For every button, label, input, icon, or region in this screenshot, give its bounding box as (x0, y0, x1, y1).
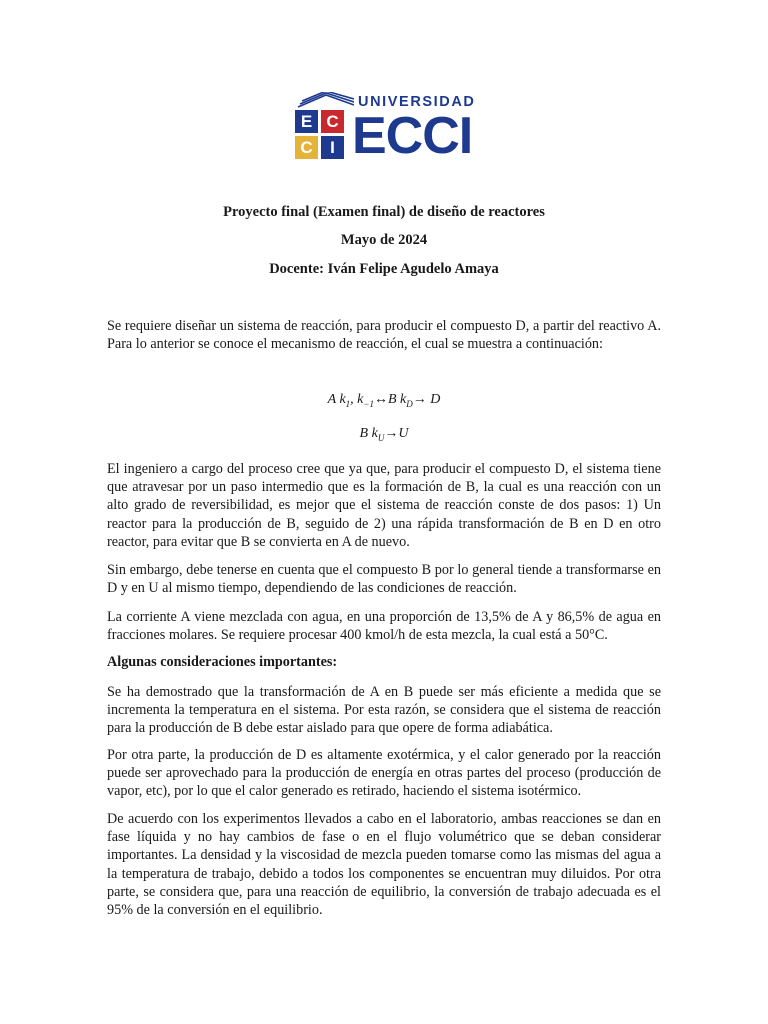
eq2-end: →U (384, 426, 409, 441)
eq1-comma: , k (350, 392, 364, 407)
logo-square-e: E (295, 110, 318, 133)
eq1-arrow: ↔B k (373, 392, 407, 407)
eq1-sub3: D (406, 398, 413, 409)
eq1-sub2: −1 (363, 398, 374, 409)
document-title: Proyecto final (Examen final) de diseño de reactores (223, 204, 545, 220)
university-logo (292, 92, 478, 164)
document-teacher: Docente: Iván Felipe Agudelo Amaya (269, 261, 499, 277)
eq2-a: B k (359, 426, 378, 441)
paragraph-process: El ingeniero a cargo del proceso cree que ya que, para producir el compuesto D, el sistema tiene que atravesar por un paso intermedio que es la formación de B, la cual es una reacción con un alto grado de reversibilidad, es mejor que el sistema de reacción conste de dos pasos: 1) Un reactor para la producción de B, seguido de 2) una rápida transformación de B en D en otro reactor, para evitar que B se convierta en A de nuevo. (107, 461, 661, 550)
eq1-a: A k (327, 392, 346, 407)
logo-square-c2: C (295, 136, 318, 159)
logo-universidad-text: UNIVERSIDAD (358, 94, 476, 110)
logo-ecci-text: ECCI (352, 107, 473, 165)
equation-1 (0, 392, 768, 409)
paragraph-compound-b: Sin embargo, debe tenerse en cuenta que el compuesto B por lo general tiende a transformarse en D y en U al mismo tiempo, dependiendo de las condiciones de reacción. (107, 562, 661, 597)
eq1-sub1: 1 (345, 398, 351, 409)
intro-paragraph: Se requiere diseñar un sistema de reacción, para producir el compuesto D, a partir del reactivo A. Para lo anterior se conoce el mecanismo de reacción, el cual se muestra a continuación: (107, 318, 661, 353)
paragraph-feed-stream: La corriente A viene mezclada con agua, en una proporción de 13,5% de A y 86,5% de agua en fracciones molares. Se requiere procesar 400 kmol/h de esta mezcla, la cual está a 50°C. (107, 609, 661, 644)
eq1-end: → D (412, 392, 441, 407)
consideration-adiabatic: Se ha demostrado que la transformación de A en B puede ser más eficiente a medida que se incrementa la temperatura en el sistema. Por esta razón, se considera que el sistema de reacción para la producción de B debe estar aislado para que opere de forma adiabática. (107, 684, 661, 737)
eq2-sub1: U (377, 432, 385, 443)
logo-stripes-icon (296, 92, 354, 108)
consideration-liquid-phase: De acuerdo con los experimentos llevados a cabo en el laboratorio, ambas reacciones se dan en fase líquida y no hay cambios de fase o en el flujo volumétrico que se deban considerar importantes. La densidad y la viscosidad de mezcla pueden tomarse como las mismas del agua a la temperatura de trabajo, debido a todos los componentes se encuentran muy diluidos. Por otra parte, se considera que, para una reacción de equilibrio, la conversión de trabajo adecuada es el 95% de la conversión en el equilibrio. (107, 811, 661, 919)
document-date: Mayo de 2024 (340, 232, 428, 248)
equation-2 (0, 426, 768, 443)
logo-square-i: I (321, 136, 344, 159)
considerations-heading: Algunas consideraciones importantes: (107, 654, 338, 670)
consideration-isothermal: Por otra parte, la producción de D es altamente exotérmica, y el calor generado por la reacción puede ser aprovechado para la producción de energía en otras partes del proceso (producción de vapor, etc), por lo que el calor generado es retirado, haciendo el sistema isotérmico. (107, 747, 661, 800)
logo-square-c1: C (321, 110, 344, 133)
